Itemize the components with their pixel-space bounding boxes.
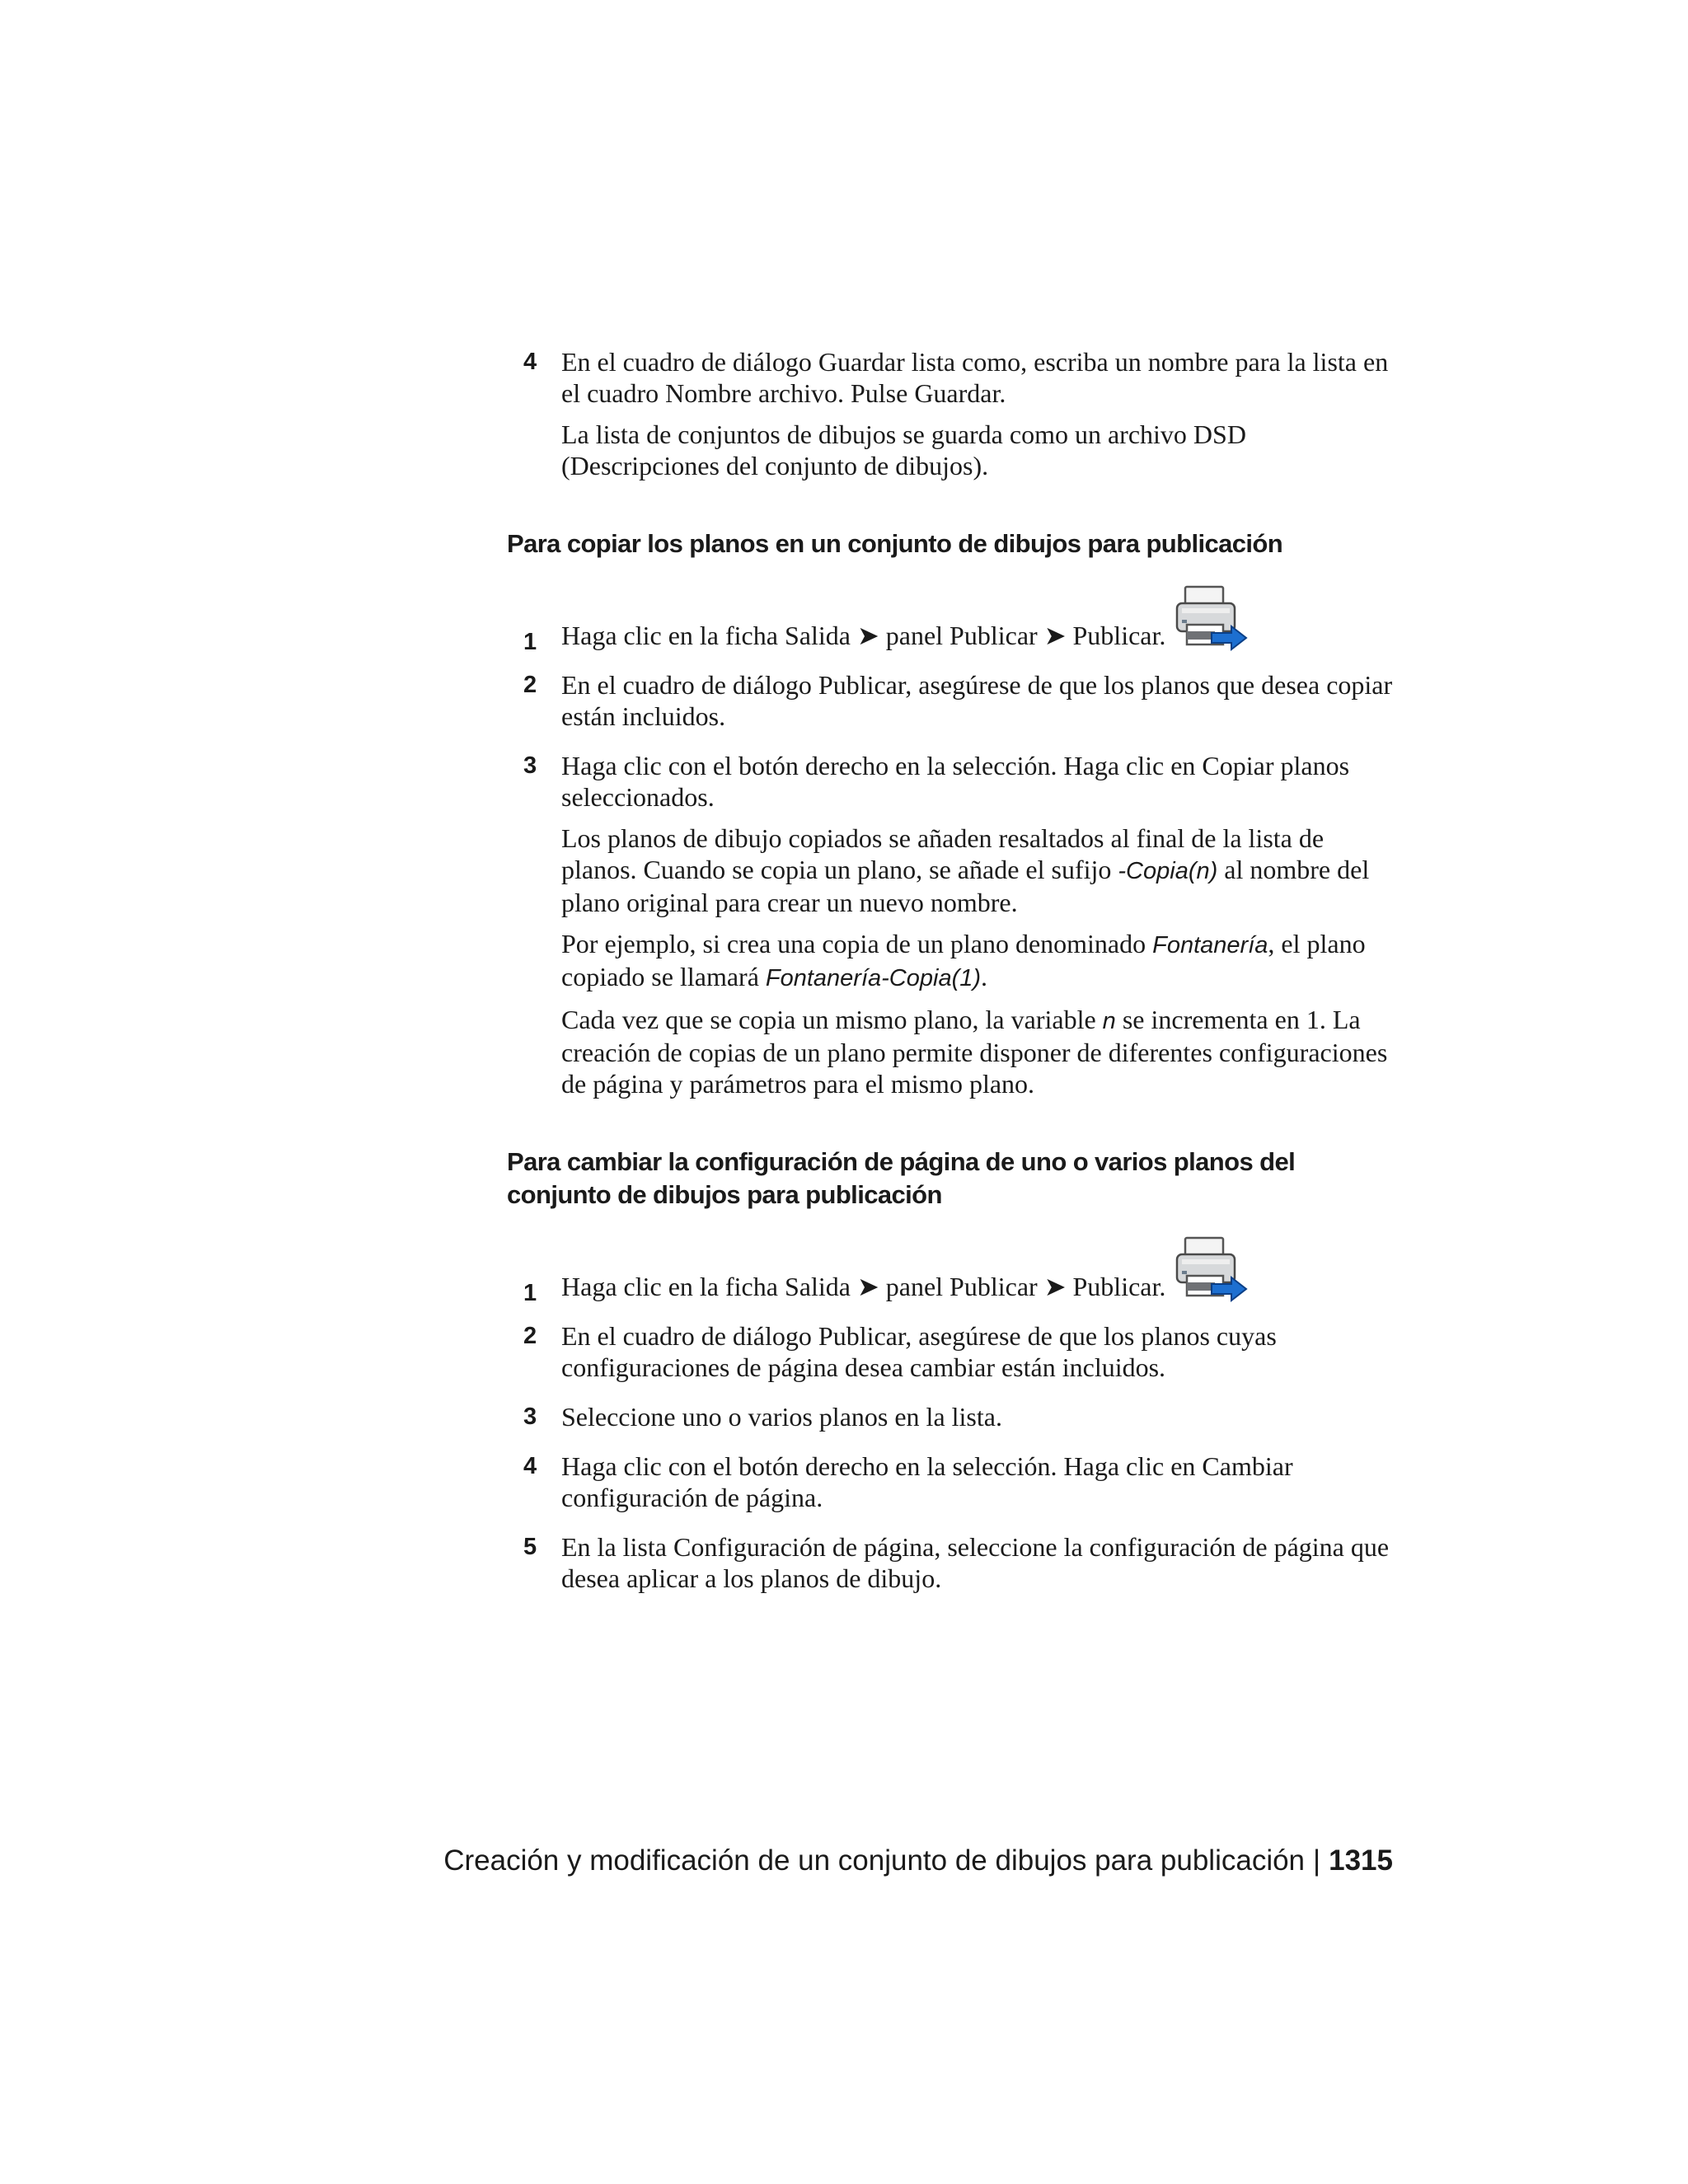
step-note-variable: Cada vez que se copia un mismo plano, la variable n se incrementa en 1. La creación de copias de un plano permite disponer de diferentes configuraciones de página y parámetros para el mismo plano.: [561, 1005, 1388, 1099]
step-number: 2: [523, 1323, 537, 1349]
copy-step-2: [507, 669, 1393, 732]
step-number: 3: [523, 1404, 537, 1430]
copy-step-3: [507, 750, 1393, 1099]
section-heading-copy-sheets: Para copiar los planos en un conjunto de dibujos para publicación: [507, 529, 1283, 558]
example-sheet-name: Fontanería: [1152, 932, 1268, 958]
page-content: [507, 346, 1393, 1594]
step-note: La lista de conjuntos de dibujos se guarda como un archivo DSD (Descripciones del conjunto de dibujos).: [561, 419, 1246, 480]
step-text: En la lista Configuración de página, seleccione la configuración de página que desea aplicar a los planos de dibujo.: [561, 1532, 1390, 1593]
step-text: En el cuadro de diálogo Guardar lista como, escriba un nombre para la lista en el cuadro Nombre archivo. Pulse Guardar.: [561, 347, 1389, 408]
copy-step-1: [507, 579, 1393, 655]
variable-term: n: [1102, 1008, 1116, 1034]
page-number: 1315: [1329, 1844, 1393, 1877]
step-note-copy-suffix: Los planos de dibujo copiados se añaden resaltados al final de la lista de planos. Cuando se copia un plano, se añade el sufijo -Copia(n) al nombre del plano original para crear un nuevo nombre.: [561, 823, 1370, 917]
step-text: Haga clic con el botón derecho en la selección. Haga clic en Copiar planos seleccionados.: [561, 751, 1350, 812]
page-footer: [443, 1844, 1393, 1877]
step-number: 2: [523, 672, 537, 698]
step-4-save-list: [507, 346, 1393, 481]
step-text: En el cuadro de diálogo Publicar, asegúrese de que los planos cuyas configuraciones de página desea cambiar están incluidos.: [561, 1321, 1277, 1382]
page-setup-step-2: [507, 1320, 1393, 1383]
step-text: Seleccione uno o varios planos en la lista.: [561, 1402, 1002, 1432]
footer-separator: |: [1313, 1844, 1321, 1877]
step-number: 4: [523, 349, 537, 375]
step-text: En el cuadro de diálogo Publicar, asegúrese de que los planos que desea copiar están incluidos.: [561, 670, 1393, 731]
step-number: 3: [523, 752, 537, 779]
example-copied-name: Fontanería-Copia(1): [765, 965, 982, 991]
suffix-term: -Copia(n): [1118, 858, 1218, 884]
step-text: Haga clic en la ficha Salida ➤ panel Publicar ➤ Publicar.: [561, 1272, 1166, 1301]
step-number: 5: [523, 1534, 537, 1560]
step-number: 1: [523, 629, 537, 655]
publish-printer-icon: [1170, 1230, 1250, 1309]
footer-title: Creación y modificación de un conjunto de dibujos para publicación: [443, 1844, 1306, 1877]
step-text: Haga clic en la ficha Salida ➤ panel Publicar ➤ Publicar.: [561, 621, 1166, 650]
section-heading-change-page-setup: Para cambiar la configuración de página de uno o varios planos del conjunto de dibujos para publicación: [507, 1147, 1296, 1209]
page-setup-step-3: [507, 1401, 1393, 1432]
step-number: 1: [523, 1280, 537, 1306]
page-setup-step-5: [507, 1531, 1393, 1594]
step-note-example: Por ejemplo, si crea una copia de un plano denominado Fontanería, el plano copiado se llamará Fontanería-Copia(1).: [561, 929, 1366, 991]
page-setup-step-4: [507, 1451, 1393, 1513]
step-text: Haga clic con el botón derecho en la selección. Haga clic en Cambiar configuración de página.: [561, 1451, 1293, 1512]
page-setup-step-1: [507, 1230, 1393, 1306]
publish-printer-icon: [1170, 579, 1250, 658]
step-number: 4: [523, 1453, 537, 1479]
